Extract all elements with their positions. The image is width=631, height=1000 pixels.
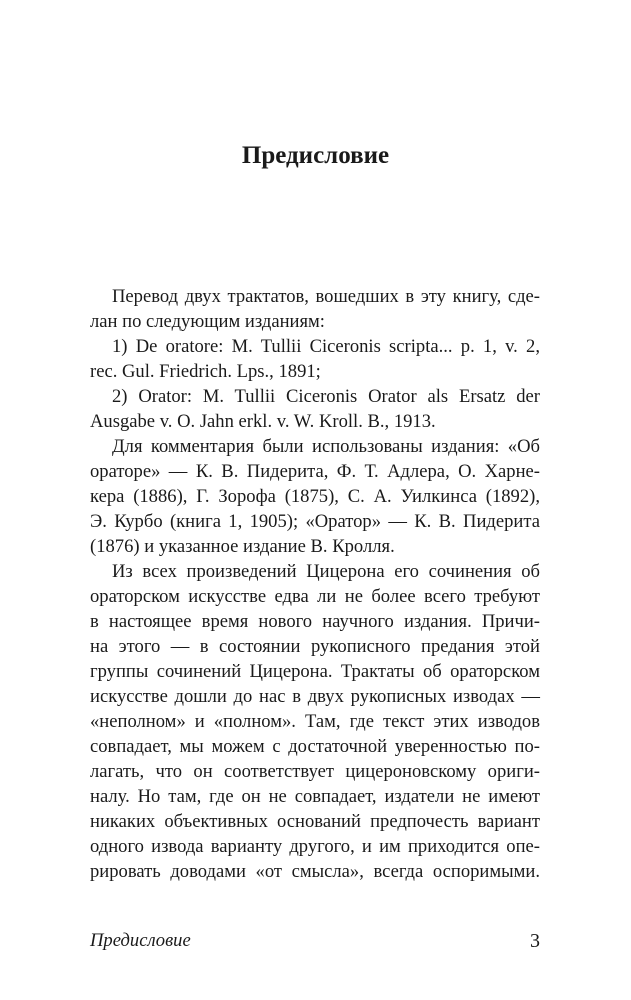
text-line: (1876) и указанное издание В. Кролля. [90, 536, 395, 557]
text-line: «неполном» и «полном». Там, где текст этих изводов [90, 711, 540, 732]
text-line: группы сочинений Цицерона. Трактаты об ораторском [90, 661, 540, 682]
text-line: Ausgabe v. O. Jahn erkl. v. W. Kroll. B., 1913. [90, 411, 436, 432]
text-line: ораторском искусстве едва ли не более всего требуют [90, 586, 540, 607]
text-line: на этого — в состоянии рукописного предания этой [90, 636, 540, 657]
text-line: совпадает, мы можем с достаточной уверенностью по- [90, 736, 540, 757]
text-line: ораторе» — К. В. Пидерита, Ф. Т. Адлера, О. Харне- [90, 461, 540, 482]
body-text [90, 284, 540, 884]
text-line: искусстве дошли до нас в двух рукописных изводах — [90, 686, 540, 707]
page-title: Предисловие [241, 142, 390, 169]
text-line: 2) Orator: M. Tullii Ciceronis Orator als Ersatz der [112, 386, 540, 407]
running-footer-title: Предисловие [90, 930, 191, 951]
text-line: рировать доводами «от смысла», всегда оспоримыми. [90, 861, 540, 882]
text-line: rec. Gul. Friedrich. Lps., 1891; [90, 361, 321, 382]
text-line: 1) De oratore: M. Tullii Ciceronis scripta... p. 1, v. 2, [112, 336, 540, 357]
page-footer [90, 930, 540, 953]
text-line: лан по следующим изданиям: [90, 311, 325, 332]
text-line: в настоящее время нового научного издания. Причи- [90, 611, 540, 632]
text-line: кера (1886), Г. Зорофа (1875), С. А. Уилкинса (1892), [90, 486, 540, 507]
page-number: 3 [530, 930, 540, 952]
text-line: налу. Но там, где он не совпадает, издатели не имеют [90, 786, 540, 807]
text-line: одного извода варианту другого, и им приходится опе- [90, 836, 540, 857]
text-line: никаких объективных оснований предпочесть вариант [90, 811, 540, 832]
text-line: Перевод двух трактатов, вошедших в эту книгу, сде- [112, 286, 540, 307]
text-line: Э. Курбо (книга 1, 1905); «Оратор» — К. В. Пидерита [90, 511, 540, 532]
text-line: Из всех произведений Цицерона его сочинения об [112, 561, 540, 582]
text-line: Для комментария были использованы издания: «Об [112, 436, 540, 457]
text-line: лагать, что он соответствует цицероновскому ориги- [90, 761, 540, 782]
